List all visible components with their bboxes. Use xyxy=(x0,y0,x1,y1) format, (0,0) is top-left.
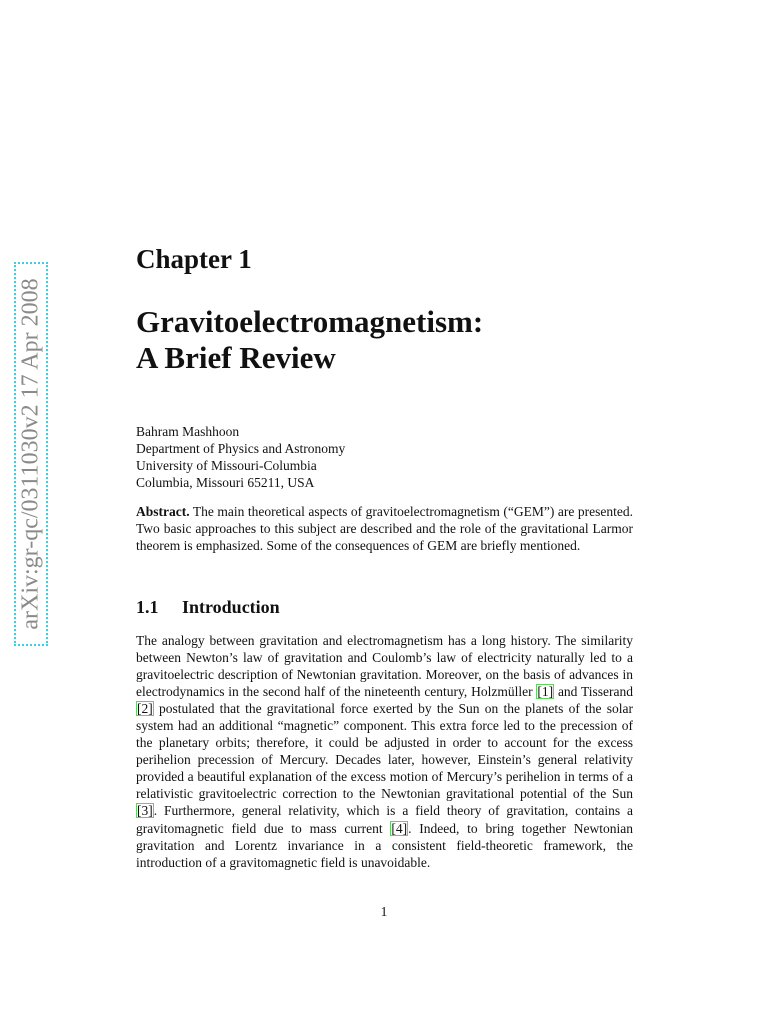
section-heading xyxy=(136,597,280,618)
abstract-text: The main theoretical aspects of gravitoelectromagnetism (“GEM”) are presented. Two basic approaches to this subject are described and the role of the gravitational Larmor theorem is emphasized. Some of the consequences of GEM are briefly mentioned. xyxy=(136,504,633,553)
intro-text-3: postulated that the gravitational force exerted by the Sun on the planets of the solar system had an additional “magnetic” component. This extra force led to the precession of the planetary orbits; therefore, it could be adjusted in order to account for the excess perihelion precession of Mercury. Decades later, however, Einstein’s general relativity provided a beautiful explanation of the excess motion of Mercury’s perihelion in terms of a relativistic gravitoelectric correction to the Newtonian gravitational potential of the Sun xyxy=(136,701,633,802)
intro-text-4: . Furthermore, general relativity, which is a field theory of gravitation, contains a gravitomagnetic field due to mass current xyxy=(136,803,633,836)
section-number: 1.1 xyxy=(136,597,159,617)
citation-link-3[interactable]: [3] xyxy=(137,803,153,819)
citation-link-2[interactable]: [2] xyxy=(137,701,153,717)
section-title: Introduction xyxy=(182,597,280,617)
arxiv-stamp xyxy=(14,262,48,646)
author-department: Department of Physics and Astronomy xyxy=(136,441,346,456)
chapter-label: Chapter 1 xyxy=(136,244,252,274)
paper-title xyxy=(136,304,483,376)
title-line-2: A Brief Review xyxy=(136,340,336,375)
introduction-paragraph xyxy=(136,632,633,871)
intro-text-2: and Tisserand xyxy=(554,684,634,700)
author-university: University of Missouri-Columbia xyxy=(136,458,317,473)
citation-link-4[interactable]: [4] xyxy=(391,820,408,836)
page-number: 1 xyxy=(380,904,388,919)
author-block xyxy=(136,423,345,491)
intro-text-5: . Indeed, to bring together Newtonian gravitation and Lorentz invariance in a consistent field-theoretic framework, the introduction of a gravitomagnetic field is unavoidable. xyxy=(136,820,633,870)
abstract xyxy=(136,503,633,554)
title-line-1: Gravitoelectromagnetism: xyxy=(136,304,484,339)
abstract-label: Abstract. xyxy=(136,504,190,519)
author-address: Columbia, Missouri 65211, USA xyxy=(136,475,315,490)
intro-text-1: The analogy between gravitation and electromagnetism has a long history. The similarity between Newton’s law of gravitation and Coulomb’s law of electricity naturally led to a gravitoelectric description of Newtonian gravitation. Moreover, on the basis of advances in electrodynamics in the second half of the nineteenth century, Holzmüller xyxy=(136,633,633,700)
arxiv-identifier: arXiv:gr-qc/0311030v2 17 Apr 2008 xyxy=(17,278,44,630)
citation-link-1[interactable]: [1] xyxy=(537,684,554,700)
author-name: Bahram Mashhoon xyxy=(136,424,240,439)
